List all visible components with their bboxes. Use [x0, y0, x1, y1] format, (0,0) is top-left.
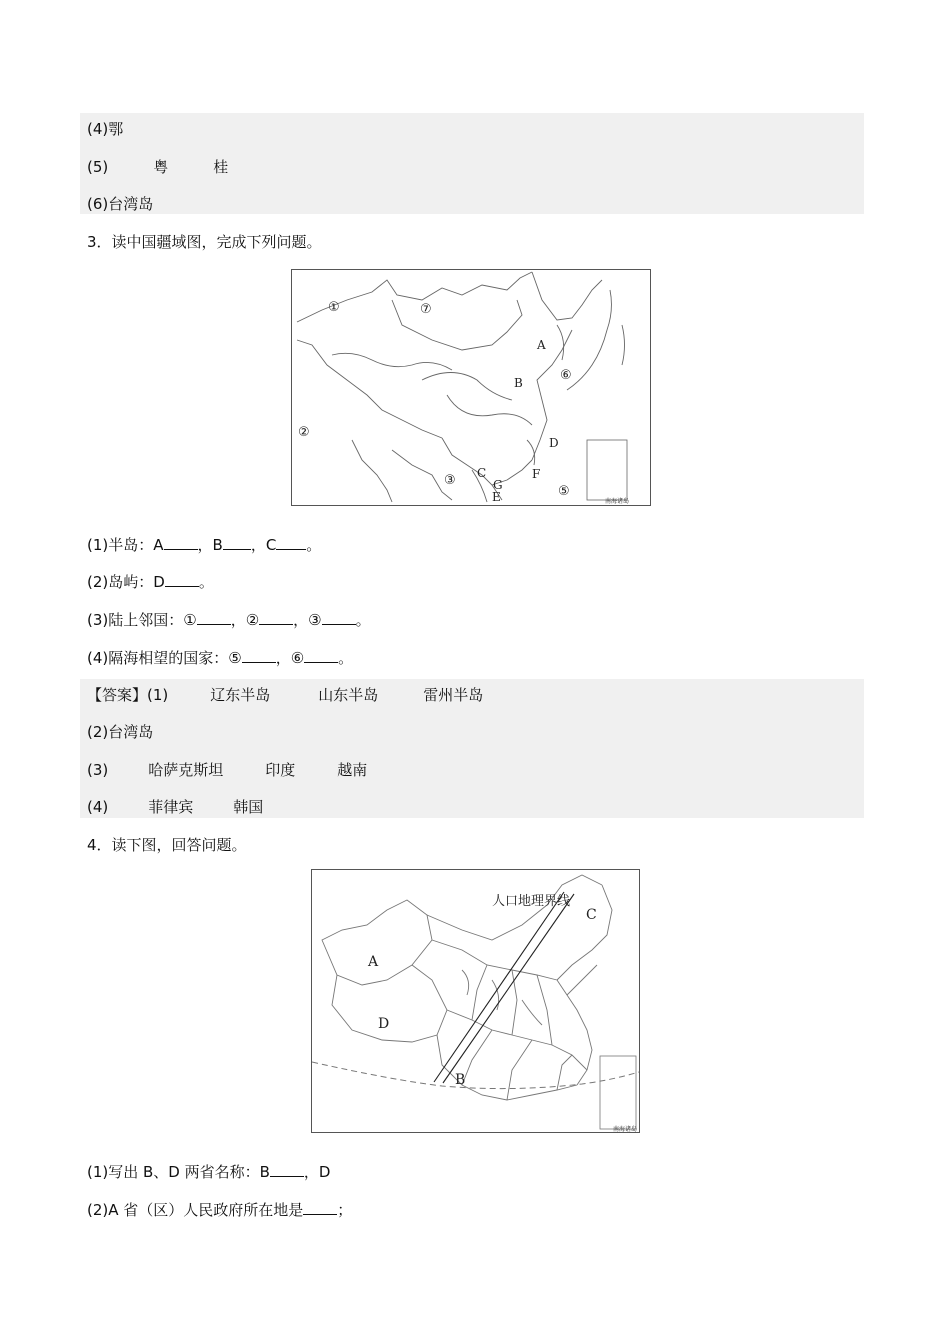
blank-B[interactable] [223, 535, 251, 550]
answer-line-4: (4)鄂 [87, 120, 124, 138]
question-4-sub-1 [87, 1162, 330, 1182]
answer-3-1-prefix: (1) [147, 686, 169, 704]
map4-label-A: A [368, 954, 379, 970]
blank-D[interactable] [165, 572, 199, 587]
map-label-3: ③ [444, 473, 456, 488]
sub3-end: 。 [355, 611, 371, 629]
map4-inset-label: 南海诸岛 [613, 1126, 638, 1133]
answer-3-line-2: (2)台湾岛 [87, 723, 154, 741]
blank-capital[interactable] [303, 1200, 337, 1215]
question-3-stem: 3．读中国疆域图，完成下列问题。 [87, 233, 322, 251]
blank-sea-6[interactable] [304, 648, 338, 663]
map-label-5: ⑤ [558, 484, 570, 499]
question-3-sub-4 [87, 648, 353, 668]
sub3-mid-1: ，② [230, 611, 260, 629]
answer-line-5-item-b: 桂 [213, 158, 229, 176]
answer-label: 【答案】 [87, 686, 148, 704]
answer-line-6: (6)台湾岛 [87, 195, 154, 213]
sub1-end: 。 [306, 536, 322, 554]
answer-3-3-item-2: 印度 [265, 761, 296, 779]
sub1-mid-2: ，C [250, 536, 277, 554]
answer-3-line-1 [87, 685, 483, 705]
q4-sub1-prefix: (1)写出 B、D 两省名称：B [87, 1163, 270, 1181]
sub4-mid: ，⑥ [275, 649, 305, 667]
answer-line-5-item-a: 粤 [153, 158, 169, 176]
china-territory-map [291, 269, 651, 506]
answer-3-1-item-3: 雷州半岛 [423, 686, 484, 704]
answer-3-1-item-1: 辽东半岛 [210, 686, 271, 704]
blank-province-B[interactable] [270, 1162, 304, 1177]
answer-3-3-item-3: 越南 [337, 761, 368, 779]
answer-3-4-prefix: (4) [87, 798, 109, 816]
sub4-end: 。 [338, 649, 354, 667]
question-3-sub-3 [87, 610, 371, 630]
answer-3-4-item-1: 菲律宾 [148, 798, 194, 816]
china-provinces-map [311, 869, 640, 1133]
sub3-prefix: (3)陆上邻国：① [87, 611, 197, 629]
map-inset-label: 南海诸岛 [605, 498, 630, 505]
blank-neighbor-1[interactable] [197, 610, 231, 625]
sub4-prefix: (4)隔海相望的国家：⑤ [87, 649, 242, 667]
answer-3-4-item-2: 韩国 [233, 798, 264, 816]
map4-label-B: B [455, 1072, 466, 1088]
question-3-sub-2 [87, 572, 214, 592]
blank-neighbor-3[interactable] [322, 610, 356, 625]
map4-label-C: C [586, 907, 597, 923]
sub3-mid-2: ，③ [293, 611, 322, 629]
blank-sea-5[interactable] [242, 648, 276, 663]
map-label-1: ① [328, 300, 340, 315]
map-label-B: B [514, 376, 523, 390]
q4-sub1-mid: ，D [303, 1163, 331, 1181]
map-label-E: E [492, 490, 501, 504]
q4-sub2-end: ； [337, 1201, 353, 1219]
sub1-mid-1: ，B [197, 536, 223, 554]
sub2-prefix: (2)岛屿：D [87, 573, 165, 591]
question-4-sub-2 [87, 1200, 352, 1220]
answer-3-line-4 [87, 797, 263, 817]
population-line-label: 人口地理界线 [492, 894, 571, 909]
map-label-F: F [532, 467, 541, 481]
map-label-7: ⑦ [420, 302, 432, 317]
question-4-stem: 4．读下图，回答问题。 [87, 836, 247, 854]
question-3-sub-1 [87, 535, 321, 555]
blank-neighbor-2[interactable] [259, 610, 293, 625]
map-label-C: C [477, 466, 487, 480]
map-label-2: ② [298, 425, 310, 440]
answer-line-5-prefix: (5) [87, 158, 109, 176]
map-label-A: A [537, 338, 546, 352]
blank-A[interactable] [164, 535, 198, 550]
map-label-6: ⑥ [560, 368, 572, 383]
blank-C[interactable] [276, 535, 306, 550]
answer-3-3-item-1: 哈萨克斯坦 [148, 761, 224, 779]
q4-sub2-prefix: (2)A 省（区）人民政府所在地是 [87, 1201, 304, 1219]
answer-line-5 [87, 157, 228, 177]
answer-3-line-3 [87, 760, 367, 780]
map-label-D: D [549, 436, 559, 450]
answer-3-1-item-2: 山东半岛 [318, 686, 379, 704]
answer-3-3-prefix: (3) [87, 761, 109, 779]
sub1-prefix: (1)半岛：A [87, 536, 164, 554]
sub2-end: 。 [198, 573, 214, 591]
map-label-G: G [493, 478, 503, 492]
map4-label-D: D [378, 1016, 390, 1032]
